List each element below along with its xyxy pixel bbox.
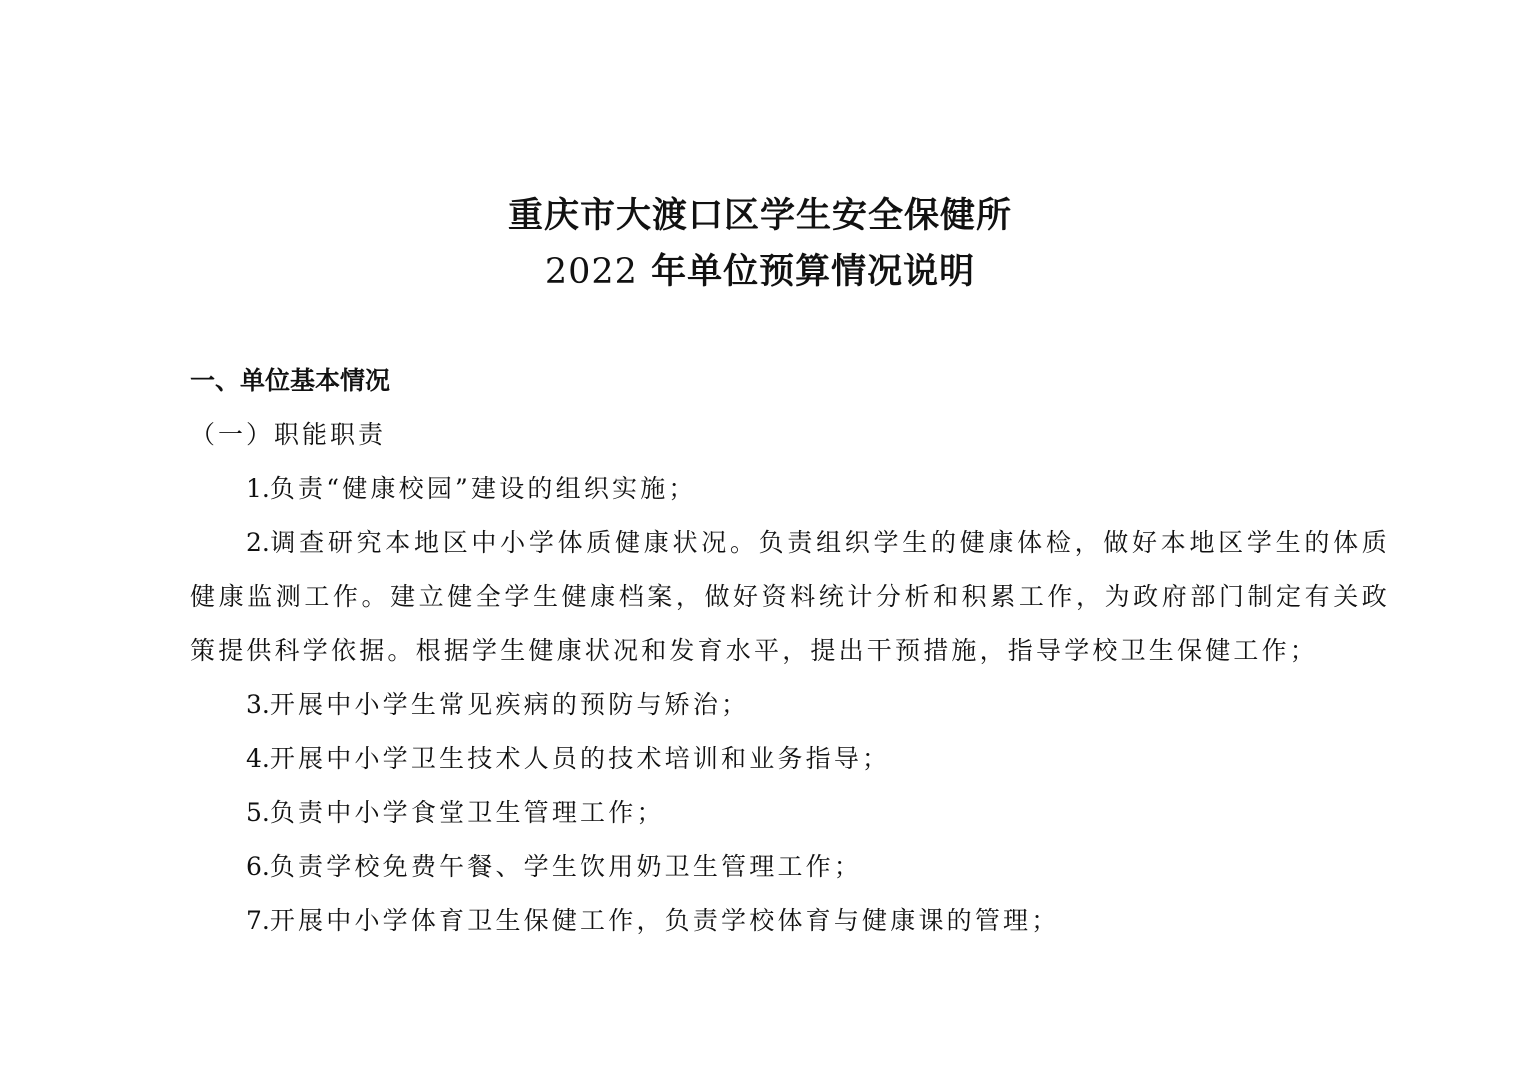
item-text: 调查研究本地区中小学体质健康状况。负责组织学生的健康体检，做好本地区学生的体质健康监测工作。建立健全学生健康档案，做好资料统计分析和积累工作，为政府部门制定有关政策提供科学依据。根据学生健康状况和发育水平，提出干预措施，指导学校卫生保健工作； <box>190 528 1390 665</box>
list-item <box>190 462 1390 516</box>
document-body <box>190 354 1390 948</box>
item-number: 6. <box>246 852 270 881</box>
item-number: 7. <box>246 906 270 935</box>
list-item <box>190 732 1390 786</box>
list-item <box>190 516 1390 678</box>
section-heading: 一、单位基本情况 <box>190 366 391 395</box>
title-line-2 <box>0 244 1520 300</box>
list-item <box>190 678 1390 732</box>
title-year: 2022 <box>544 252 638 292</box>
item-number: 2. <box>246 528 270 557</box>
item-text: 负责学校免费午餐、学生饮用奶卫生管理工作； <box>269 852 863 881</box>
item-number: 4. <box>246 744 270 773</box>
item-text: 开展中小学卫生技术人员的技术培训和业务指导； <box>269 744 891 773</box>
list-item <box>190 894 1390 948</box>
item-text: 开展中小学生常见疾病的预防与矫治； <box>269 690 750 719</box>
document-title <box>0 188 1520 300</box>
list-item <box>190 786 1390 840</box>
title-line-2-text: 年单位预算情况说明 <box>637 252 976 292</box>
item-text: 负责“健康校园”建设的组织实施； <box>269 474 697 503</box>
sub-heading: （一）职能职责 <box>190 420 387 449</box>
item-number: 5. <box>246 798 270 827</box>
title-line-1: 重庆市大渡口区学生安全保健所 <box>507 196 1012 236</box>
list-item <box>190 840 1390 894</box>
item-number: 1. <box>246 474 270 503</box>
item-text: 负责中小学食堂卫生管理工作； <box>269 798 665 827</box>
item-text: 开展中小学体育卫生保健工作，负责学校体育与健康课的管理； <box>269 906 1060 935</box>
item-number: 3. <box>246 690 270 719</box>
